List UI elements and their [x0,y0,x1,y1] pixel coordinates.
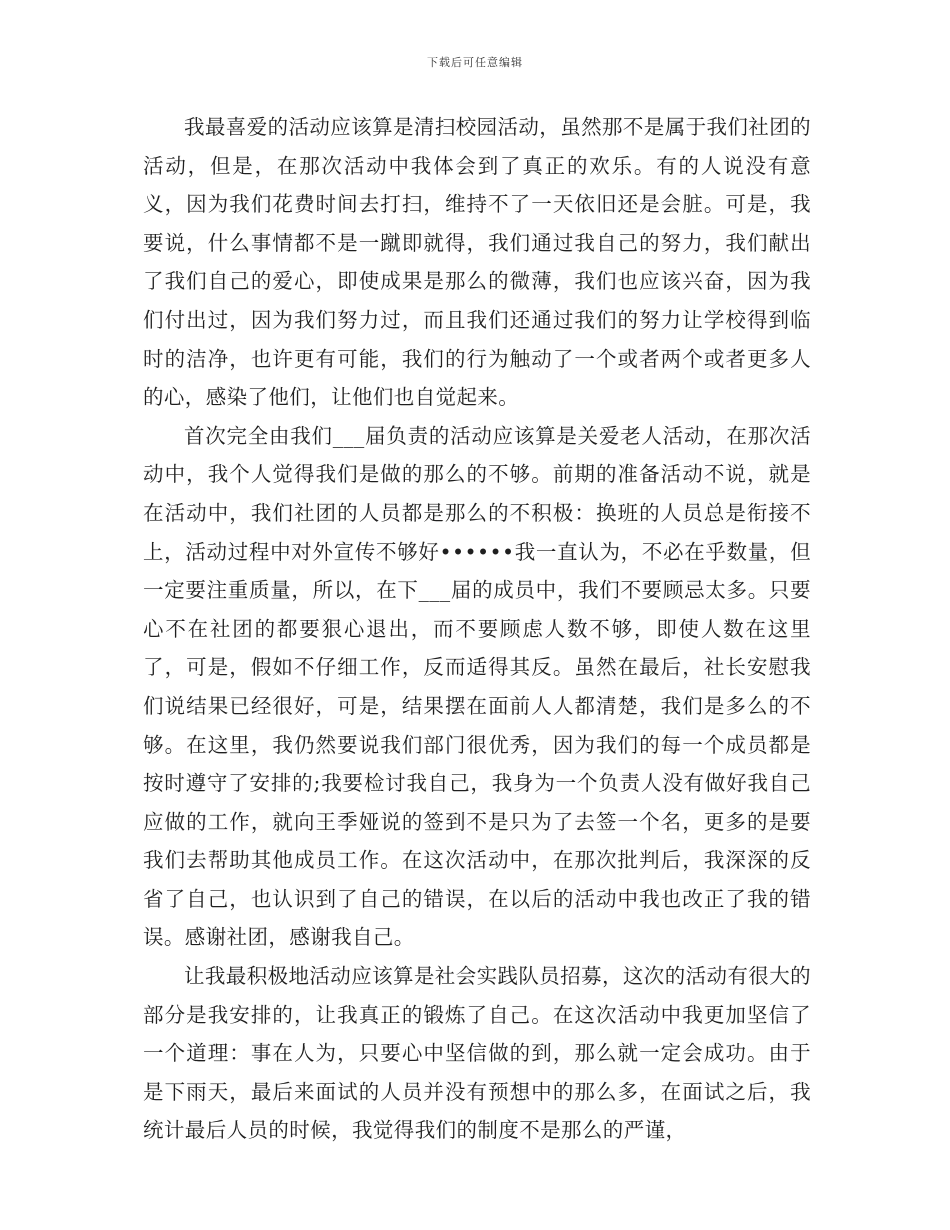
paragraph-elderly-care-activity: 首次完全由我们___届负责的活动应该算是关爱老人活动，在那次活动中，我个人觉得我们是做的那么的不够。前期的准备活动不说，就是在活动中，我们社团的人员都是那么的不积极：换班的人员总是衔接不上，活动过程中对外宣传不够好••••••我一直认为，不必在乎数量，但一定要注重质量，所以，在下___届的成员中，我们不要顾忌太多。只要心不在社团的都要狠心退出，而不要顾虑人数不够，即使人数在这里了，可是，假如不仔细工作，反而适得其反。虽然在最后，社长安慰我们说结果已经很好，可是，结果摆在面前人人都清楚，我们是多么的不够。在这里，我仍然要说我们部门很优秀，因为我们的每一个成员都是按时遵守了安排的;我要检讨我自己，我身为一个负责人没有做好我自己应做的工作，就向王季娅说的签到不是只为了去签一个名，更多的是要我们去帮助其他成员工作。在这次活动中，在那次批判后，我深深的反省了自己，也认识到了自己的错误，在以后的活动中我也改正了我的错误。感谢社团，感谢我自己。 [143,423,811,950]
page-header: 下载后可任意编辑 [427,56,523,69]
paragraph-recruitment-activity: 让我最积极地活动应该算是社会实践队员招募，这次的活动有很大的部分是我安排的，让我真正的锻炼了自己。在这次活动中我更加坚信了一个道理：事在人为，只要心中坚信做的到，那么就一定会成功。由于是下雨天，最后来面试的人员并没有预想中的那么多，在面试之后，我统计最后人员的时候，我觉得我们的制度不是那么的严谨， [143,964,811,1143]
paragraph-cleaning-activity: 我最喜爱的活动应该算是清扫校园活动，虽然那不是属于我们社团的活动，但是，在那次活动中我体会到了真正的欢乐。有的人说没有意义，因为我们花费时间去打扫，维持不了一天依旧还是会脏。可是，我要说，什么事情都不是一蹴即就得，我们通过我自己的努力，我们献出了我们自己的爱心，即使成果是那么的微薄，我们也应该兴奋，因为我们付出过，因为我们努力过，而且我们还通过我们的努力让学校得到临时的洁净，也许更有可能，我们的行为触动了一个或者两个或者更多人的心，感染了他们，让他们也自觉起来。 [143,115,811,410]
document-body [143,108,811,1150]
